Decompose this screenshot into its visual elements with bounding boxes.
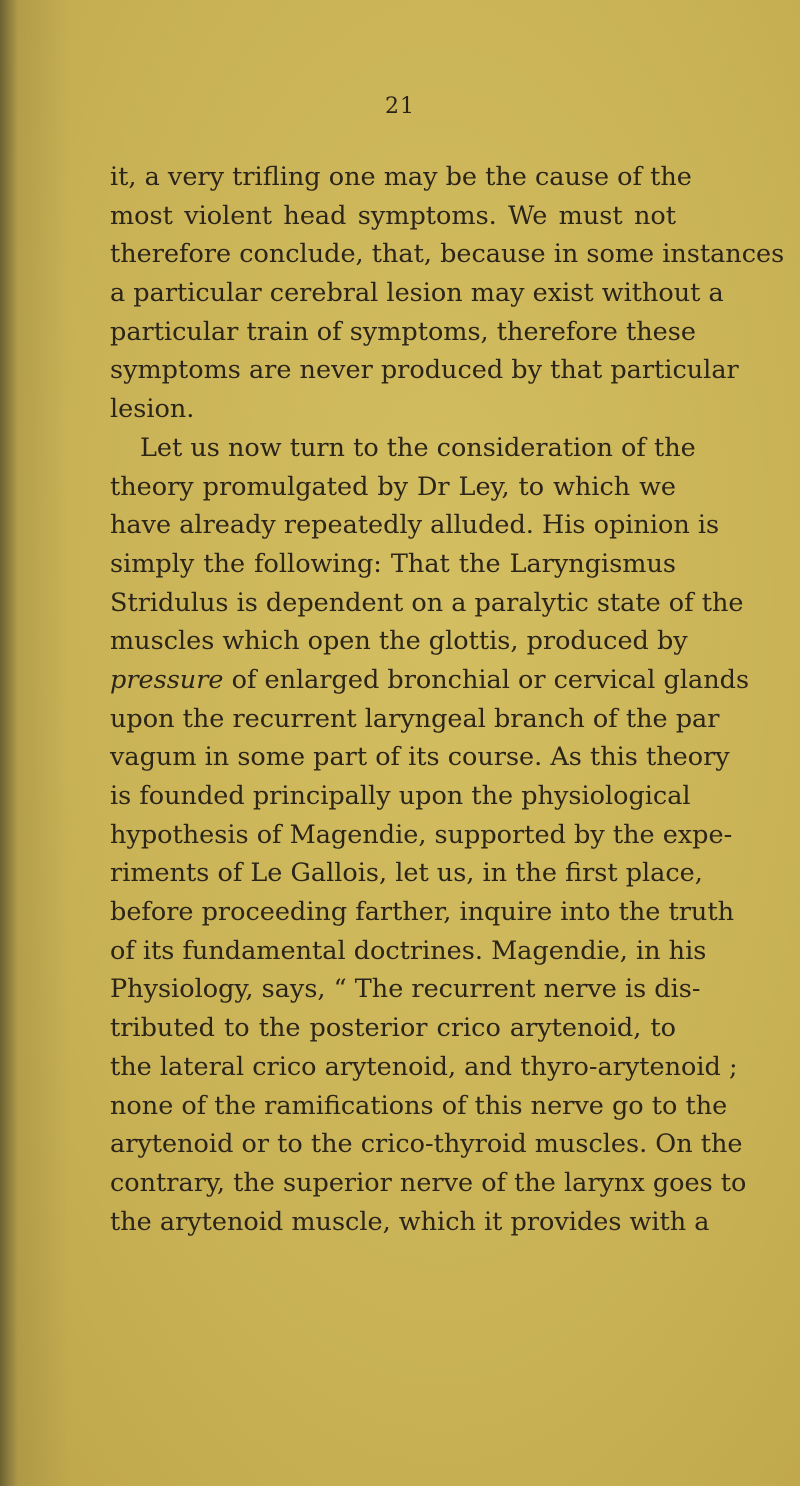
paragraph-start-line: Let us now turn to the consideration of the [140, 432, 696, 463]
text-line: theory promulgated by Dr Ley, to which we [110, 471, 676, 502]
text-line: muscles which open the glottis, produced by [110, 626, 688, 657]
text-line: none of the ramifications of this nerve go to the [110, 1090, 728, 1121]
emphasis-word: pressure [110, 664, 224, 695]
text-line: simply the following: That the Laryngismus [110, 548, 676, 579]
text-line: Stridulus is dependent on a paralytic state of the [110, 587, 744, 618]
text-line: have already repeatedly alluded. His opinion is [110, 510, 720, 541]
text-line: particular train of symptoms, therefore these [110, 316, 696, 347]
text-line: lesion. [110, 394, 195, 425]
text-line: upon the recurrent laryngeal branch of the par [110, 703, 720, 734]
text-line: of its fundamental doctrines. Magendie, in his [110, 935, 707, 966]
text-line: arytenoid or to the crico-thyroid muscles. On the [110, 1129, 743, 1160]
text-line: is founded principally upon the physiological [110, 781, 691, 811]
text-line: tributed to the posterior crico arytenoid, to [110, 1013, 676, 1044]
text-line-with-emphasis [110, 661, 750, 700]
text-line: hypothesis of Magendie, supported by the expe- [110, 819, 733, 850]
text-line: it, a very trifling one may be the cause of the [110, 162, 692, 192]
text-line: symptoms are never produced by that particular [110, 355, 739, 386]
text-line: Physiology, says, “ The recurrent nerve is dis- [110, 974, 701, 1005]
text-line: before proceeding farther, inquire into the truth [110, 897, 734, 928]
text-line: a particular cerebral lesion may exist without a [110, 278, 724, 309]
text-line: therefore conclude, that, because in some instances [110, 239, 785, 270]
text-line: riments of Le Gallois, let us, in the first place, [110, 858, 703, 889]
text-line: vagum in some part of its course. As this theory [110, 742, 730, 773]
text-line: the arytenoid muscle, which it provides with a [110, 1206, 710, 1237]
text-line: most violent head symptoms. We must not [110, 200, 676, 231]
text-line: the lateral crico arytenoid, and thyro-arytenoid ; [110, 1051, 738, 1082]
page-number: 21 [385, 94, 415, 119]
text-line: contrary, the superior nerve of the larynx goes to [110, 1167, 747, 1198]
text-line-rest: of enlarged bronchial or cervical glands [231, 664, 750, 695]
binding-gutter [0, 0, 18, 1486]
body-text [110, 158, 785, 1241]
